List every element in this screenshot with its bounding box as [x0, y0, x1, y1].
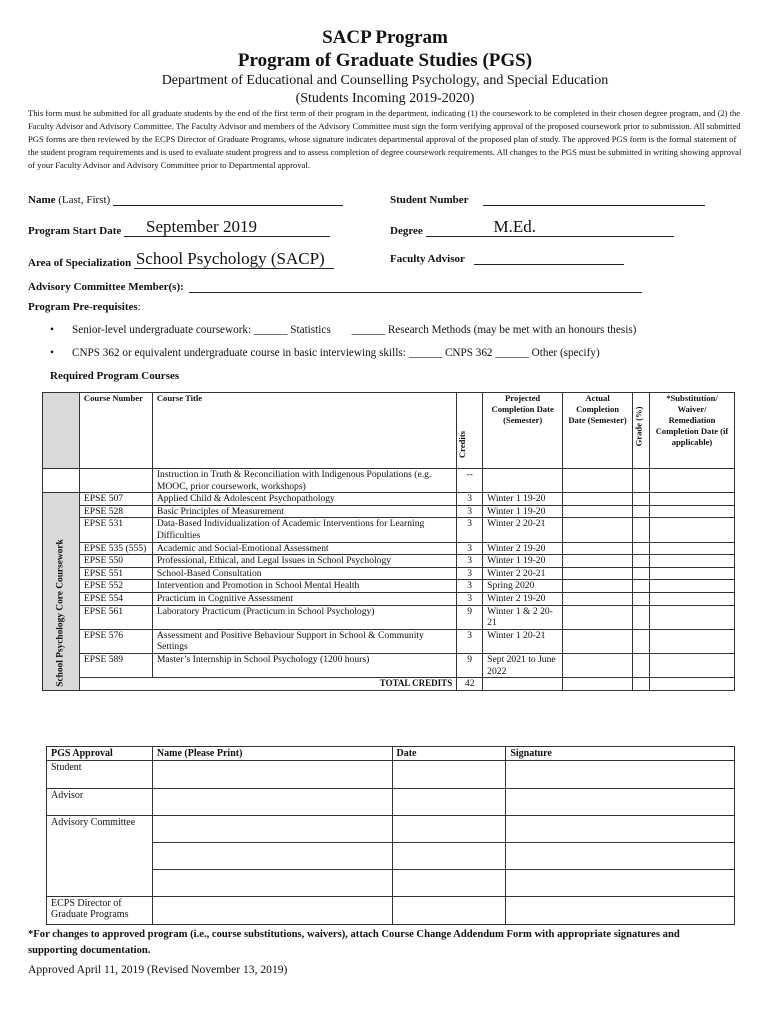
- form-subtitle: Program of Graduate Studies (PGS): [237, 50, 533, 71]
- committee-label: Advisory Committee Member(s):: [28, 281, 184, 293]
- course-row: [43, 605, 735, 629]
- approval-date-cell[interactable]: [392, 843, 506, 870]
- changes-note: *For changes to approved program (i.e., course substitutions, waivers), attach Course Change Addendum Form with appropriate signatures and supporting documentation.: [28, 929, 680, 956]
- course-credits: 3: [457, 542, 483, 555]
- department-name: Department of Educational and Counselling Psychology, and Special Education: [161, 73, 609, 88]
- approval-signature-cell[interactable]: [506, 897, 735, 925]
- course-substitution[interactable]: [650, 555, 735, 568]
- course-actual-date[interactable]: [563, 555, 633, 568]
- course-credits: 3: [457, 518, 483, 542]
- course-row: [43, 542, 735, 555]
- approval-name-cell[interactable]: [152, 897, 392, 925]
- prereq-bullet-icon: •: [50, 324, 54, 336]
- course-substitution[interactable]: [650, 493, 735, 506]
- course-grade[interactable]: [633, 592, 650, 605]
- total-row: [43, 678, 735, 691]
- course-projected-date: [483, 469, 563, 493]
- approval-date-cell[interactable]: [392, 870, 506, 897]
- approval-role-advisor: Advisor: [47, 789, 153, 816]
- col-actual-date: Actual Completion Date (Semester): [563, 393, 633, 469]
- col-substitution: *Substitution/ Waiver/ Remediation Completion Date (if applicable): [650, 393, 735, 469]
- course-credits: 3: [457, 580, 483, 593]
- course-row: [43, 518, 735, 542]
- course-title: Practicum in Cognitive Assessment: [152, 592, 456, 605]
- cohort-label: (Students Incoming 2019-2020): [295, 91, 475, 106]
- course-number: EPSE 535 (555): [79, 542, 152, 555]
- approval-col-signature: Signature: [506, 747, 735, 761]
- total-empty-cell: [650, 678, 735, 691]
- course-grade[interactable]: [633, 542, 650, 555]
- total-credits-label: TOTAL CREDITS: [79, 678, 456, 691]
- prereq-colon: :: [137, 301, 141, 313]
- advisor-label: Faculty Advisor: [390, 253, 465, 265]
- approval-col-name: Name (Please Print): [152, 747, 392, 761]
- total-credits-value: 42: [457, 678, 483, 691]
- course-grade[interactable]: [633, 605, 650, 629]
- course-substitution[interactable]: [650, 505, 735, 518]
- col-course-title: Course Title: [152, 393, 456, 469]
- approval-role-director: ECPS Director of Graduate Programs: [47, 897, 153, 925]
- course-title: Professional, Ethical, and Legal Issues in School Psychology: [152, 555, 456, 568]
- approval-signature-cell[interactable]: [506, 789, 735, 816]
- course-substitution[interactable]: [650, 567, 735, 580]
- degree-text: M.Ed.: [493, 217, 537, 236]
- course-credits: 3: [457, 505, 483, 518]
- total-empty-cell: [563, 678, 633, 691]
- course-actual-date[interactable]: [563, 469, 633, 493]
- course-actual-date[interactable]: [563, 580, 633, 593]
- approval-role-student: Student: [47, 761, 153, 789]
- start-date-text: September 2019: [146, 217, 257, 236]
- approval-signature-cell[interactable]: [506, 816, 735, 843]
- course-grade[interactable]: [633, 505, 650, 518]
- course-number: EPSE 550: [79, 555, 152, 568]
- approval-date-cell[interactable]: [392, 761, 506, 789]
- courses-table: [42, 392, 735, 691]
- course-title: Laboratory Practicum (Practicum in School Psychology): [152, 605, 456, 629]
- course-actual-date[interactable]: [563, 629, 633, 653]
- course-title: Intervention and Promotion in School Mental Health: [152, 580, 456, 593]
- course-actual-date[interactable]: [563, 542, 633, 555]
- committee-field[interactable]: [28, 280, 642, 293]
- course-actual-date[interactable]: [563, 505, 633, 518]
- course-projected-date: Winter 1 19-20: [483, 555, 563, 568]
- core-coursework-text: School Psychology Core Coursework: [55, 539, 66, 687]
- course-projected-date: Winter 1 19-20: [483, 493, 563, 506]
- course-grade[interactable]: [633, 580, 650, 593]
- course-substitution[interactable]: [650, 653, 735, 677]
- side-header-cell: [43, 393, 80, 469]
- course-number: EPSE 589: [79, 653, 152, 677]
- course-grade[interactable]: [633, 555, 650, 568]
- prereq-label: Program Pre-requisites: [28, 301, 138, 313]
- course-number: EPSE 551: [79, 567, 152, 580]
- course-title: Assessment and Positive Behaviour Support in School & Community Settings: [152, 629, 456, 653]
- col-projected-date: Projected Completion Date (Semester): [483, 393, 563, 469]
- course-number: EPSE 507: [79, 493, 152, 506]
- approval-col-date: Date: [392, 747, 506, 761]
- approval-name-cell[interactable]: [152, 816, 392, 843]
- col-grade: [633, 393, 650, 469]
- course-actual-date[interactable]: [563, 605, 633, 629]
- approval-signature-cell[interactable]: [506, 761, 735, 789]
- name-label: Name: [28, 194, 56, 206]
- course-projected-date: Sept 2021 to June 2022: [483, 653, 563, 677]
- course-credits: 3: [457, 629, 483, 653]
- course-projected-date: Winter 2 20-21: [483, 567, 563, 580]
- course-title: Applied Child & Adolescent Psychopathology: [152, 493, 456, 506]
- total-empty-cell: [633, 678, 650, 691]
- course-row: [43, 505, 735, 518]
- course-actual-date[interactable]: [563, 653, 633, 677]
- name-hint: (Last, First): [58, 194, 111, 206]
- course-projected-date: Winter 2 19-20: [483, 542, 563, 555]
- approval-col-role: PGS Approval: [47, 747, 153, 761]
- start-date-field[interactable]: [28, 218, 330, 237]
- course-substitution[interactable]: [650, 605, 735, 629]
- student-number-field[interactable]: [390, 193, 705, 206]
- required-courses-label: Required Program Courses: [50, 370, 180, 382]
- course-grade[interactable]: [633, 469, 650, 493]
- course-grade[interactable]: [633, 493, 650, 506]
- prereq-heading: [28, 301, 141, 313]
- area-field[interactable]: [28, 250, 334, 269]
- approval-role-committee: Advisory Committee: [47, 816, 153, 897]
- course-substitution[interactable]: [650, 469, 735, 493]
- course-number: EPSE 528: [79, 505, 152, 518]
- course-grade[interactable]: [633, 567, 650, 580]
- course-actual-date[interactable]: [563, 493, 633, 506]
- course-projected-date: Winter 1 19-20: [483, 505, 563, 518]
- course-number: EPSE 576: [79, 629, 152, 653]
- student-number-label: Student Number: [390, 194, 469, 206]
- approval-date-cell[interactable]: [392, 816, 506, 843]
- course-actual-date[interactable]: [563, 592, 633, 605]
- credits-header-text: Credits: [457, 430, 468, 459]
- course-title: Master’s Internship in School Psychology (1200 hours): [152, 653, 456, 677]
- course-projected-date: Winter 2 19-20: [483, 592, 563, 605]
- course-credits: 3: [457, 555, 483, 568]
- form-title: SACP Program: [322, 27, 448, 48]
- course-actual-date[interactable]: [563, 518, 633, 542]
- prereq-item-2: CNPS 362 or equivalent undergraduate course in basic interviewing skills: ______ CNPS 362 ______ Other (specify): [72, 347, 600, 359]
- course-substitution[interactable]: [650, 542, 735, 555]
- course-substitution[interactable]: [650, 629, 735, 653]
- prereq-1b: ______ Research Methods (may be met with an honours thesis): [351, 324, 637, 336]
- side-cell: [43, 469, 80, 493]
- course-number: EPSE 531: [79, 518, 152, 542]
- col-course-number: Course Number: [79, 393, 152, 469]
- approval-signature-cell[interactable]: [506, 870, 735, 897]
- approval-date-cell[interactable]: [392, 897, 506, 925]
- degree-value: [426, 218, 674, 237]
- course-row: [43, 555, 735, 568]
- approval-date-cell[interactable]: [392, 789, 506, 816]
- approval-name-cell[interactable]: [152, 870, 392, 897]
- course-credits: 3: [457, 493, 483, 506]
- approval-table: [46, 746, 735, 925]
- course-title: Instruction in Truth & Reconciliation with Indigenous Populations (e.g. MOOC, prior coursework, workshops): [152, 469, 456, 493]
- course-substitution[interactable]: [650, 592, 735, 605]
- course-number: EPSE 552: [79, 580, 152, 593]
- course-title: Basic Principles of Measurement: [152, 505, 456, 518]
- advisor-line: [474, 252, 624, 265]
- core-coursework-side-label: [42, 498, 79, 732]
- course-number: EPSE 561: [79, 605, 152, 629]
- approval-name-cell[interactable]: [152, 843, 392, 870]
- course-number: [79, 469, 152, 493]
- area-value: [134, 250, 334, 269]
- course-credits: 3: [457, 567, 483, 580]
- student-number-line: [483, 193, 705, 206]
- course-row: [43, 592, 735, 605]
- course-substitution[interactable]: [650, 518, 735, 542]
- prereq-bullet-icon: •: [50, 347, 54, 359]
- total-empty-cell: [483, 678, 563, 691]
- degree-field[interactable]: [390, 218, 674, 237]
- advisor-field[interactable]: [390, 252, 624, 265]
- course-credits: 9: [457, 605, 483, 629]
- start-date-label: Program Start Date: [28, 225, 122, 237]
- course-row: [43, 629, 735, 653]
- approval-name-cell[interactable]: [152, 789, 392, 816]
- approval-name-cell[interactable]: [152, 761, 392, 789]
- course-projected-date: Winter 1 20-21: [483, 629, 563, 653]
- course-grade[interactable]: [633, 629, 650, 653]
- approved-date: Approved April 11, 2019 (Revised November 13, 2019): [28, 963, 288, 976]
- course-grade[interactable]: [633, 653, 650, 677]
- course-row: [43, 653, 735, 677]
- start-date-value: [124, 218, 330, 237]
- course-substitution[interactable]: [650, 580, 735, 593]
- degree-label: Degree: [390, 225, 423, 237]
- course-credits: 3: [457, 592, 483, 605]
- course-projected-date: Winter 2 20-21: [483, 518, 563, 542]
- approval-signature-cell[interactable]: [506, 843, 735, 870]
- course-number: EPSE 554: [79, 592, 152, 605]
- prereq-item-1: [72, 324, 636, 336]
- course-title: Data-Based Individualization of Academic Interventions for Learning Difficulties: [152, 518, 456, 542]
- name-line: [113, 193, 343, 206]
- course-row: [43, 580, 735, 593]
- prereq-1a: Senior-level undergraduate coursework: ______ Statistics: [72, 324, 331, 336]
- grade-header-text: Grade (%): [633, 406, 644, 447]
- course-projected-date: Winter 1 & 2 20-21: [483, 605, 563, 629]
- col-credits: [457, 393, 483, 469]
- committee-line: [189, 280, 642, 293]
- course-credits: --: [457, 469, 483, 493]
- course-projected-date: Spring 2020: [483, 580, 563, 593]
- course-title: Academic and Social-Emotional Assessment: [152, 542, 456, 555]
- course-grade[interactable]: [633, 518, 650, 542]
- course-credits: 9: [457, 653, 483, 677]
- course-row: [43, 567, 735, 580]
- course-actual-date[interactable]: [563, 567, 633, 580]
- area-label: Area of Specialization: [28, 257, 132, 269]
- area-text: School Psychology (SACP): [135, 249, 325, 268]
- course-row: [43, 469, 735, 493]
- course-row: [43, 493, 735, 506]
- course-title: School-Based Consultation: [152, 567, 456, 580]
- intro-paragraph: This form must be submitted for all graduate students by the end of the first term of their program in the department, indicating (1) the coursework to be completed in their chosen degree program, and (2) the Faculty Advisor and Advisory Committee. The Faculty Advisor and members of the Advisory Committee must sign the form verifying approval of the proposed coursework prior to submission. All submitted PGS forms are then reviewed by the ECPS Director of Graduate Programs, whose signature indicates departmental approval of the proposed plan of study. The approved PGS form is the formal statement of the student program requirements and is used to evaluate student progress and to assess completion of degree coursework requirements. All changes to the PGS must be submitted in writing showing approval of your Faculty Advisor and Advisory Committee prior to Departmental approval.: [28, 108, 742, 170]
- name-field[interactable]: [28, 193, 343, 206]
